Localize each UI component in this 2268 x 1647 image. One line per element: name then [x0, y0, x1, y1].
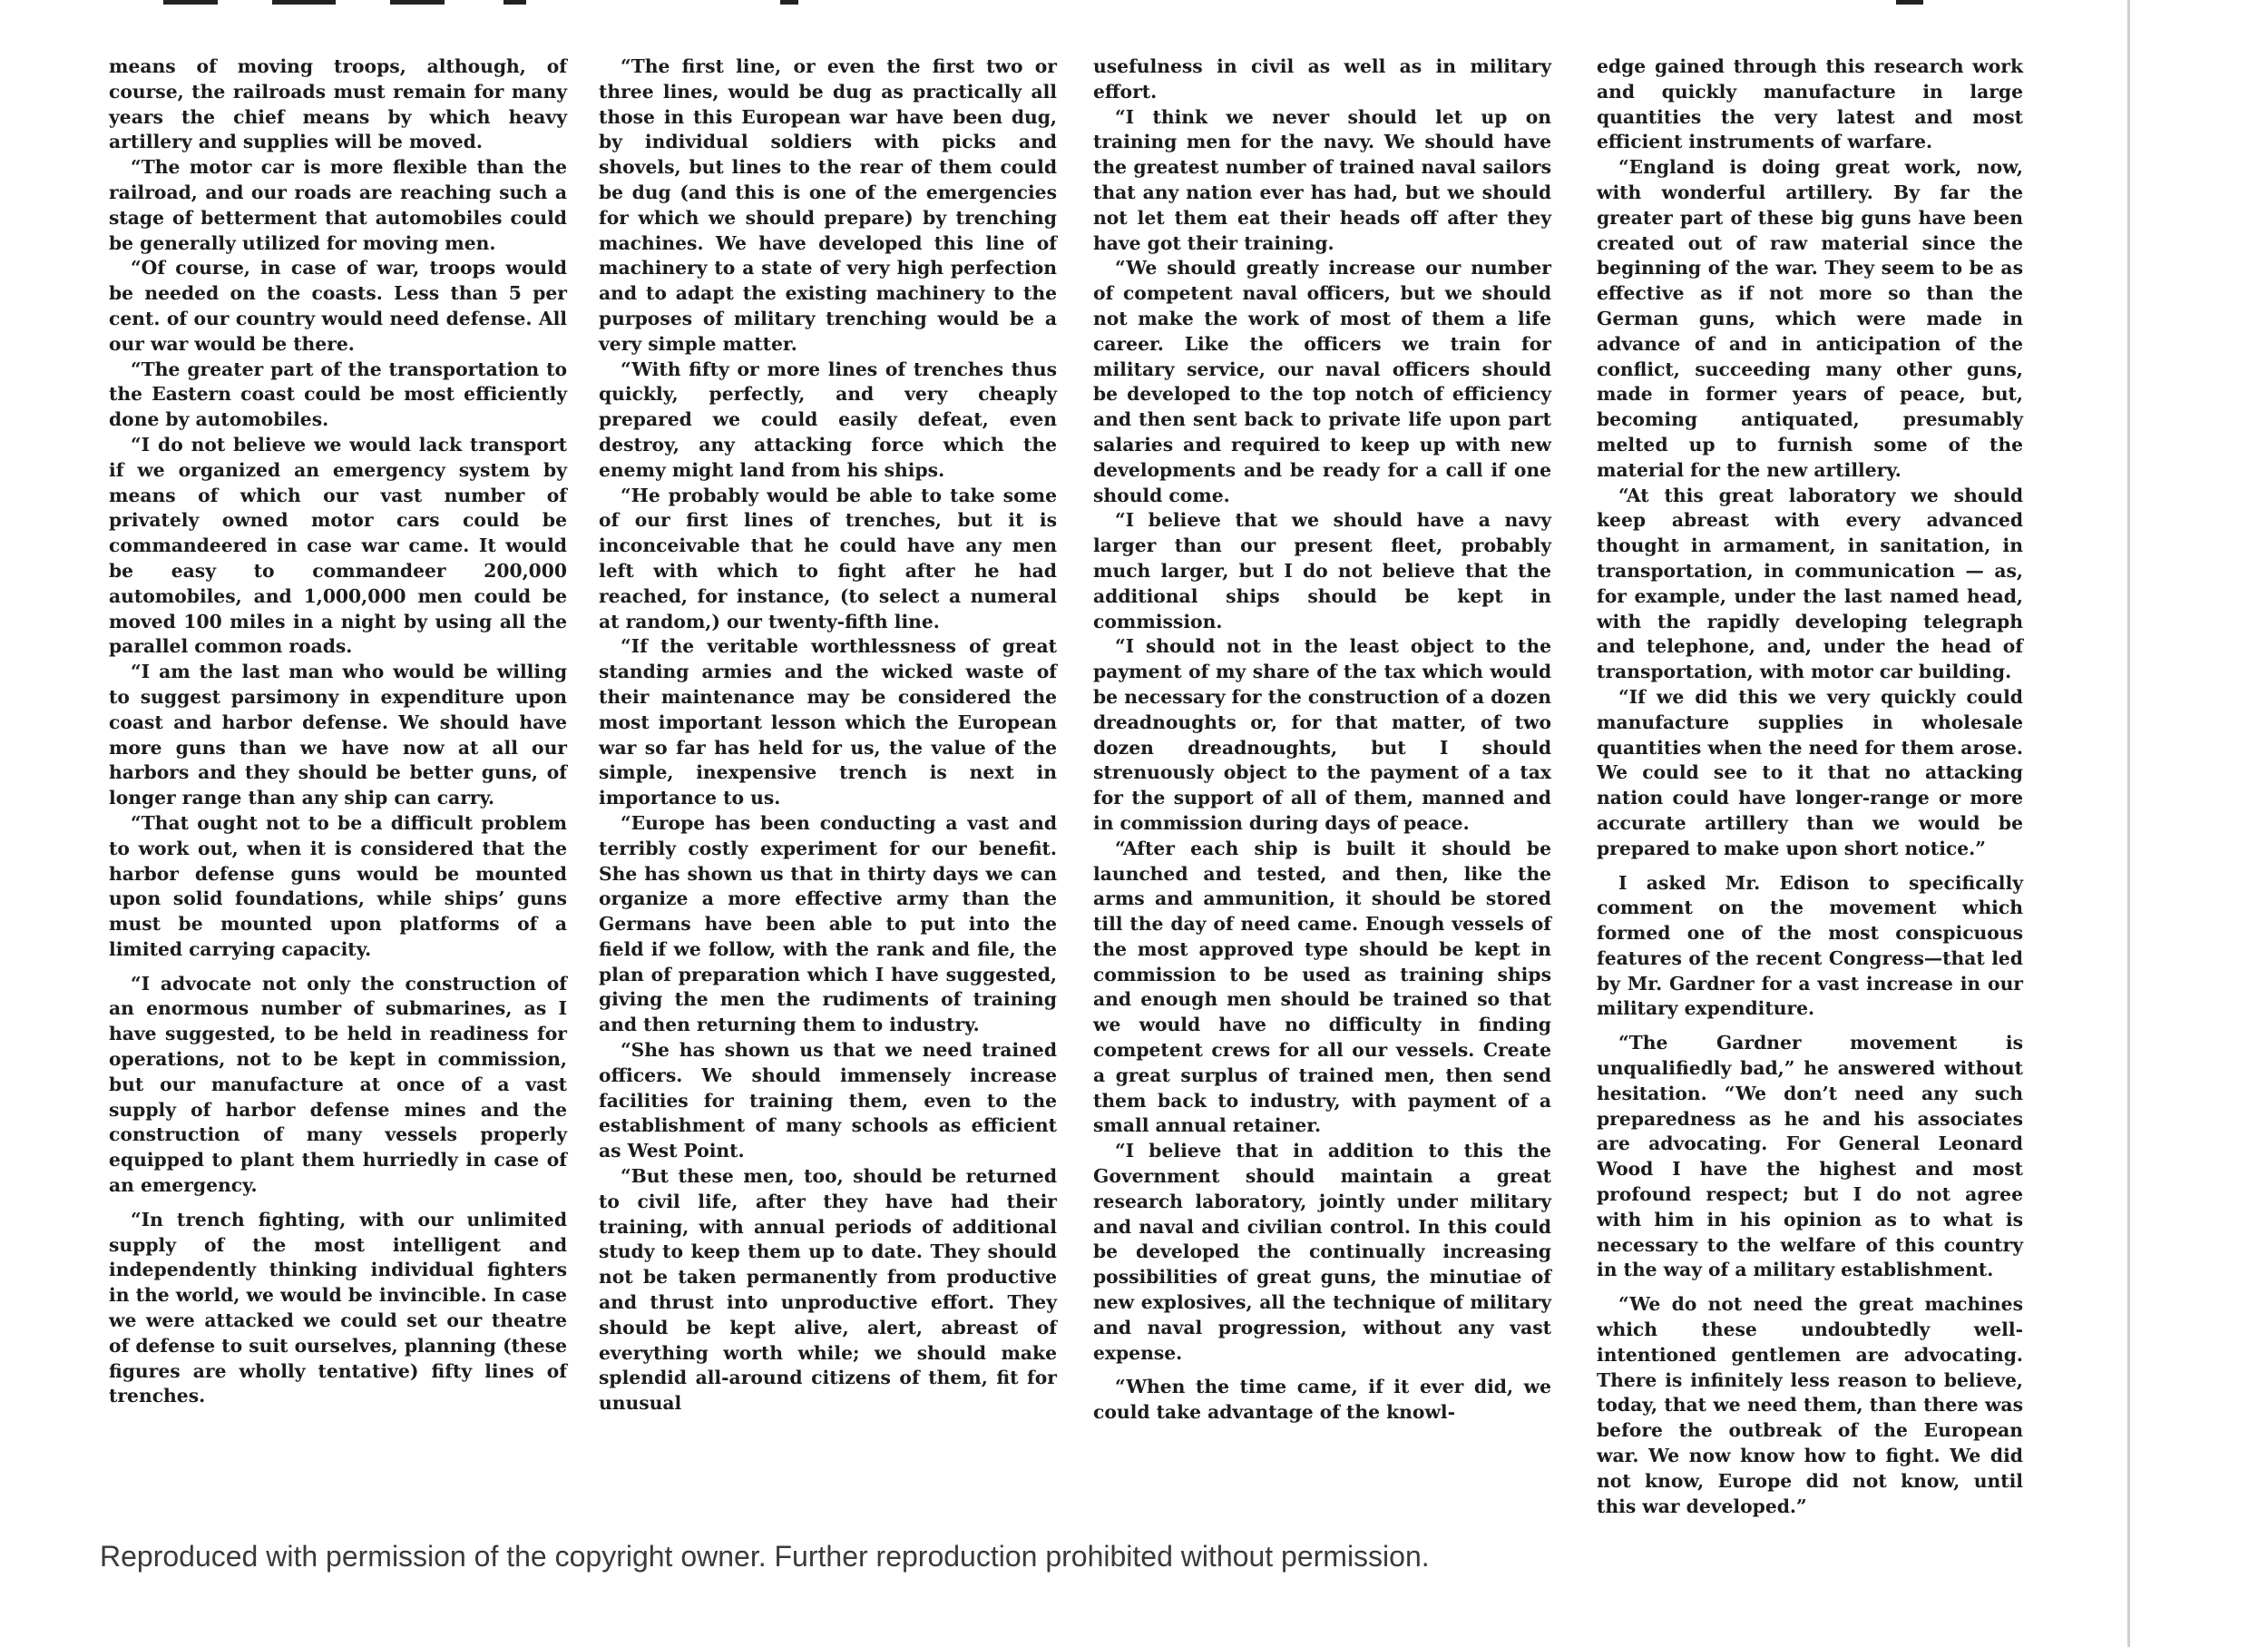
paragraph: I asked Mr. Edison to specifically comment on the movement which formed one of the most conspicuous features of the recent Congress—that led by Mr. Gardner for a vast increase in our military expenditure. [1597, 871, 2023, 1020]
paragraph: “He probably would be able to take some of our first lines of trenches, but it is inconceivable that he could have any men left with which to fight after he had reached, for instance, (to select a numeral at random,) our twenty-fifth line. [599, 484, 1057, 632]
paragraph: “The first line, or even the first two or three lines, would be dug as practically all those in this European war have been dug, by individual soldiers with picks and shovels, but lines to the rear of them could be dug (and this is one of the emergencies for which we should prepare) by trenching machines. We have developed this line of machinery to a state of very high perfection and to adapt the existing machinery to the purposes of military trenching would be a very simple matter. [599, 55, 1057, 355]
paragraph: “With fifty or more lines of trenches thus quickly, perfectly, and very cheaply prepared we could easily defeat, even destroy, any attacking force which the enemy might land from his ships. [599, 358, 1057, 481]
paragraph: “In trench fighting, with our unlimited supply of the most intelligent and independently thinking individual fighters in the world, we would be invincible. In case we were attacked we could set our theatre of defense to suit ourselves, planning (these figures are wholly tentative) fifty lines of trenches. [109, 1208, 567, 1407]
paragraph: “The greater part of the transportation to the Eastern coast could be most efficiently done by automobiles. [109, 358, 567, 431]
article-column-3 [1093, 54, 1551, 1426]
page-edge-line [2127, 0, 2130, 1647]
paragraph: “Of course, in case of war, troops would be needed on the coasts. Less than 5 per cent. of our country would need defense. All our war would be there. [109, 257, 567, 355]
article-column-2 [599, 54, 1057, 1417]
paragraph: “She has shown us that we need trained officers. We should immensely increase facilities for training them, even to the establishment of many schools as efficient as West Point. [599, 1039, 1057, 1162]
paragraph: usefulness in civil as well as in military effort. [1093, 55, 1551, 103]
paragraph: “But these men, too, should be returned to civil life, after they have had their training, with annual periods of additional study to keep them up to date. They should not be taken permanently from productive and thrust into unproductive effort. They should be kept alive, alert, abreast of everything worth while; we should make splendid all-around citizens of them, fit for unusual [599, 1165, 1057, 1415]
article-column-1 [109, 54, 567, 1409]
top-scan-marks [0, 0, 2268, 13]
paragraph: “I advocate not only the construction of an enormous number of submarines, as I have suggested, to be held in readiness for operations, not to be kept in commission, but our manufacture at once of a vast supply of harbor defense mines and the construction of many vessels properly equipped to plant them hurriedly in case of an emergency. [109, 972, 567, 1197]
paragraph: “The motor car is more flexible than the railroad, and our roads are reaching such a stage of betterment that automobiles could be generally utilized for moving men. [109, 156, 567, 254]
paragraph: “We should greatly increase our number of competent naval officers, but we should not make the work of most of them a life career. Like the officers we train for military service, our naval officers should be developed to the top notch of efficiency and then sent back to private life upon part salaries and required to keep up with new developments and be ready for a call if one should come. [1093, 257, 1551, 506]
paragraph: means of moving troops, although, of course, the railroads must remain for many years the chief means by which heavy artillery and supplies will be moved. [109, 55, 567, 153]
paragraph: “The Gardner movement is unqualifiedly bad,” he answered without hesitation. “We don’t need any such preparedness as he and his associates are advocating. For General Leonard Wood I have the highest and most profound respect; but I do not agree with him in his opinion as to what is necessary to the welfare of this country in the way of a military establishment. [1597, 1032, 2023, 1281]
paragraph: “At this great laboratory we should keep abreast with every advanced thought in armament, in sanitation, in transportation, in communication — as, for example, under the last named head, with the rapidly developing telegraph and telephone, and, under the head of transportation, with motor car building. [1597, 484, 2023, 683]
paragraph: “After each ship is built it should be launched and tested, and then, like the arms and ammunition, it should be stored till the day of need came. Enough vessels of the most approved type should be kept in commission to be used as training ships and enough men should be trained so that we would have no difficulty in finding competent crews for all our vessels. Create a great surplus of trained men, then send them back to industry, with payment of a small annual retainer. [1093, 837, 1551, 1137]
paragraph: “When the time came, if it ever did, we could take advantage of the knowl- [1093, 1376, 1551, 1424]
paragraph: “England is doing great work, now, with wonderful artillery. By far the greater part of these big guns have been created out of raw material since the beginning of the war. They seem to be as effective as if not more so than the German guns, which were made in advance of and in anticipation of the conflict, succeeding many other guns, made in former years of peace, but, becoming antiquated, presumably melted up to furnish some of the material for the new artillery. [1597, 156, 2023, 481]
paragraph: “If we did this we very quickly could manufacture supplies in wholesale quantities when the need for them arose. We could see to it that no attacking nation could have longer-range or more accurate artillery than we would be prepared to make upon short notice.” [1597, 685, 2023, 859]
copyright-notice: Reproduced with permission of the copyright owner. Further reproduction prohibited without permission. [100, 1540, 1430, 1573]
paragraph: “I do not believe we would lack transport if we organized an emergency system by means of which our vast number of privately owned motor cars could be commandeered in case war came. It would be easy to commandeer 200,000 automobiles, and 1,000,000 men could be moved 100 miles in a night by using all the parallel common roads. [109, 433, 567, 658]
paragraph: “I think we never should let up on training men for the navy. We should have the greatest number of trained naval sailors that any nation ever has had, but we should not let them eat their heads off after they have got their training. [1093, 105, 1551, 254]
paragraph: edge gained through this research work and quickly manufacture in large quantities the very latest and most efficient instruments of warfare. [1597, 55, 2023, 153]
paragraph: “I am the last man who would be willing to suggest parsimony in expenditure upon coast and harbor defense. We should have more guns than we have now at all our harbors and they should be better guns, of longer range than any ship can carry. [109, 661, 567, 809]
paragraph: “If the veritable worthlessness of great standing armies and the wicked waste of their maintenance may be considered the most important lesson which the European war so far has held for us, the value of the simple, inexpensive trench is next in importance to us. [599, 635, 1057, 809]
paragraph: “I believe that in addition to this the Government should maintain a great research laboratory, jointly under military and naval and civilian control. In this could be developed the continually increasing possibilities of great guns, the minutiae of new explosives, all the technique of military and naval progression, without any vast expense. [1093, 1140, 1551, 1364]
paragraph: “That ought not to be a difficult problem to work out, when it is considered that the harbor defense guns would be mounted upon solid foundations, while ships’ guns must be mounted upon platforms of a limited carrying capacity. [109, 811, 567, 960]
article-column-4 [1597, 54, 2023, 1519]
paragraph: “Europe has been conducting a vast and terribly costly experiment for our benefit. She has shown us that in thirty days we can organize a more effective army than the Germans have been able to put into the field if we follow, with the rank and file, the plan of preparation which I have suggested, giving the men the rudiments of training and then returning them to industry. [599, 811, 1057, 1036]
paragraph: “I should not in the least object to the payment of my share of the tax which would be necessary for the construction of a dozen dreadnoughts or, for that matter, of two dozen dreadnoughts, but I should strenuously object to the payment of a tax for the support of all of them, manned and in commission during days of peace. [1093, 635, 1551, 834]
paragraph: “We do not need the great machines which these undoubtedly well-intentioned gentlemen are advocating. There is infinitely less reason to believe, today, that we need them, than there was before the outbreak of the European war. We now know how to fight. We did not know, Europe did not know, until this war developed.” [1597, 1293, 2023, 1517]
paragraph: “I believe that we should have a navy larger than our present fleet, probably much larger, but I do not believe that the additional ships should be kept in commission. [1093, 509, 1551, 632]
